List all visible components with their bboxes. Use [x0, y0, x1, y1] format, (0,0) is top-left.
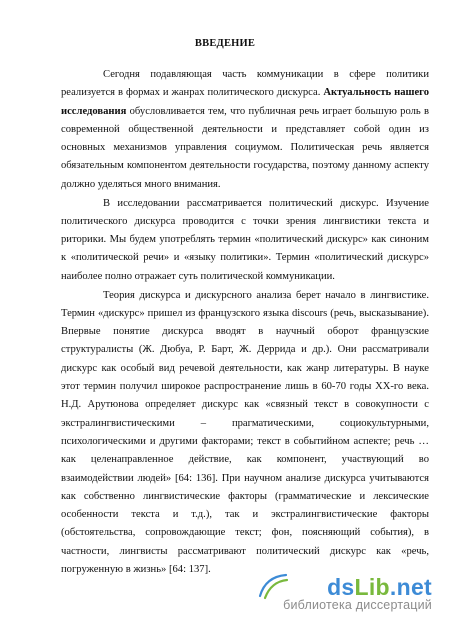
paragraph-1-rest: обусловливается тем, что публичная речь играет большую роль в современной общественной деятельности и представляет собой один из основных механизмов управления социумом. Политическая речь является обязательным компонентом деятельности государства, поэтому данному аспекту должно уделяться много внимания. — [61, 105, 429, 190]
logo-subtitle: библиотека диссертаций — [283, 598, 432, 612]
logo-ds: ds — [327, 574, 355, 600]
logo-net: .net — [389, 574, 432, 600]
paragraph-1 — [61, 66, 429, 194]
dslib-logo — [327, 574, 432, 601]
paragraph-1-bold-phrase: Актуальность нашего исследования — [61, 87, 429, 117]
document-body — [61, 66, 429, 579]
dslib-watermark — [248, 574, 438, 614]
page-heading: ВВЕДЕНИЕ — [194, 38, 256, 49]
paragraph-1-intro: Сегодня подавляющая часть коммуникации в сфере политики реализуется в формах и жанрах политического дискурса. — [61, 69, 429, 99]
paragraph-2: В исследовании рассматривается политический дискурс. Изучение политического дискурса проводится с точки зрения лингвистики текста и риторики. Мы будем употреблять термин «политический дискурс» как синоним к «политической речи» и «языку политики». Термин «политический дискурс» наиболее полно отражает суть политической коммуникации. — [61, 197, 429, 282]
swoosh-icon — [256, 572, 290, 600]
logo-lib: Lib — [354, 574, 390, 600]
paragraph-3: Теория дискурса и дискурсного анализа берет начало в лингвистике. Термин «дискурс» пришел из французского языка discours (речь, высказывание). Впервые понятие дискурса вводят в научный оборот французские структуралисты (Ж. Дюбуа, Р. Барт, Ж. Деррида и др.). Они рассматривали дискурс как особый вид речевой деятельности, как жанр литературы. В науке этот термин получил широкое распространение лишь в 60-70 годы XX-го века. Н.Д. Арутюнова определяет дискурс как «связный текст в совокупности с экстралингвистическими – прагматическими, социокультурными, психологическими и другими факторами; текст в событийном аспекте; речь … как целенаправленное действие, как компонент, участвующий во взаимодействии людей» [64: 136]. При научном анализе дискурса учитываются как собственно лингвистические факторы (грамматические и лексические особенности текста и т.д.), так и экстралингвистические факторы (обстоятельства, сопровождающие текст; фон, поясняющий события), в частности, лингвисты рассматривают политический дискурс как «речь, погруженную в жизнь» [64: 137]. — [61, 289, 429, 576]
